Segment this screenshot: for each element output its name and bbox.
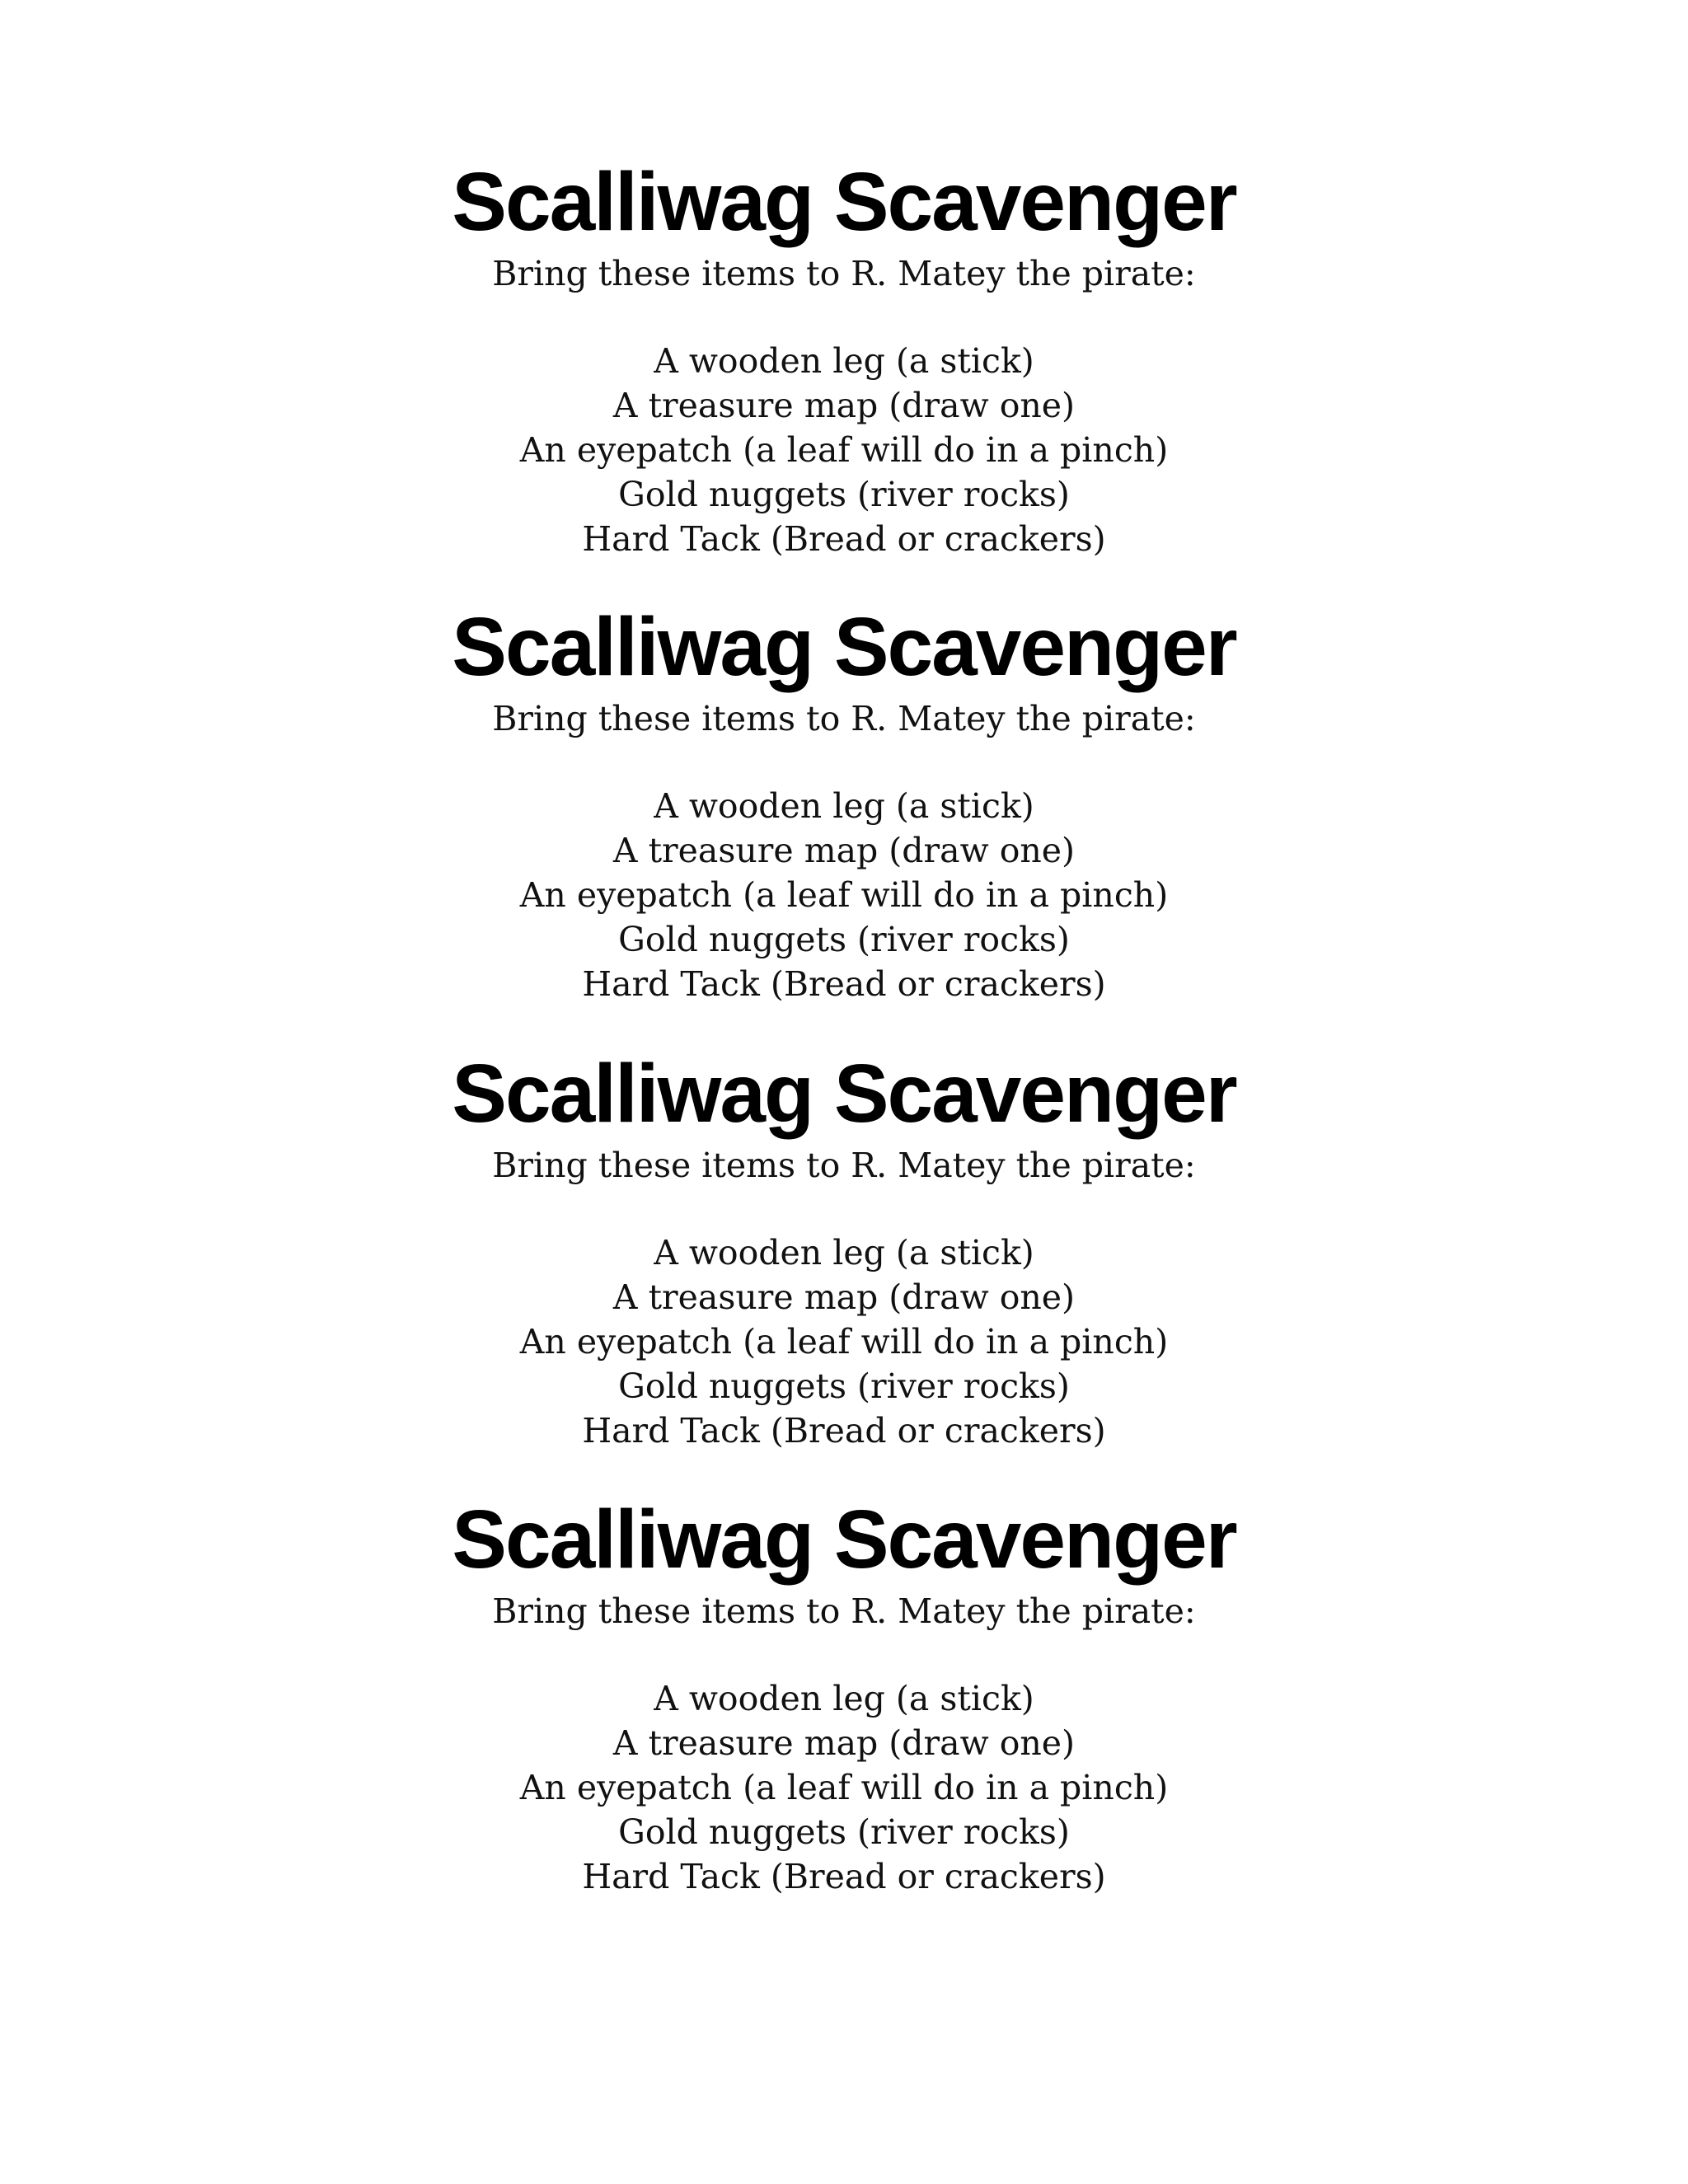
list-item: A wooden leg (a stick) — [654, 1233, 1034, 1272]
list-item: A wooden leg (a stick) — [654, 1679, 1034, 1718]
list-item: A treasure map (draw one) — [612, 831, 1076, 870]
scavenger-card — [0, 1490, 1688, 1899]
list-item: A wooden leg (a stick) — [654, 341, 1034, 381]
list-item: An eyepatch (a leaf will do in a pinch) — [519, 1768, 1169, 1807]
list-item: Gold nuggets (river rocks) — [618, 475, 1070, 514]
item-list — [0, 1230, 1688, 1453]
card-subtitle: Bring these items to R. Matey the pirate: — [492, 1591, 1196, 1631]
scavenger-card — [0, 1044, 1688, 1453]
card-title: Scalliwag Scavenger — [452, 1047, 1236, 1140]
card-subtitle: Bring these items to R. Matey the pirate: — [492, 699, 1196, 738]
list-item: Gold nuggets (river rocks) — [618, 920, 1070, 959]
list-item: Gold nuggets (river rocks) — [618, 1366, 1070, 1406]
list-item: Hard Tack (Bread or crackers) — [582, 1411, 1106, 1451]
scavenger-card — [0, 152, 1688, 561]
scavenger-card — [0, 598, 1688, 1006]
list-item: Hard Tack (Bread or crackers) — [582, 964, 1106, 1004]
card-subtitle: Bring these items to R. Matey the pirate: — [492, 1146, 1196, 1185]
list-item: An eyepatch (a leaf will do in a pinch) — [519, 1322, 1169, 1361]
item-list — [0, 784, 1688, 1006]
card-title: Scalliwag Scavenger — [452, 601, 1236, 693]
list-item: Gold nuggets (river rocks) — [618, 1812, 1070, 1852]
list-item: Hard Tack (Bread or crackers) — [582, 519, 1106, 559]
item-list — [0, 339, 1688, 561]
list-item: A wooden leg (a stick) — [654, 786, 1034, 826]
list-item: A treasure map (draw one) — [612, 1723, 1076, 1763]
list-item: Hard Tack (Bread or crackers) — [582, 1857, 1106, 1896]
list-item: A treasure map (draw one) — [612, 386, 1076, 425]
list-item: A treasure map (draw one) — [612, 1277, 1076, 1317]
card-subtitle: Bring these items to R. Matey the pirate: — [492, 254, 1196, 293]
list-item: An eyepatch (a leaf will do in a pinch) — [519, 430, 1169, 470]
item-list — [0, 1676, 1688, 1899]
card-title: Scalliwag Scavenger — [452, 156, 1236, 248]
card-title: Scalliwag Scavenger — [452, 1493, 1236, 1586]
list-item: An eyepatch (a leaf will do in a pinch) — [519, 875, 1169, 915]
